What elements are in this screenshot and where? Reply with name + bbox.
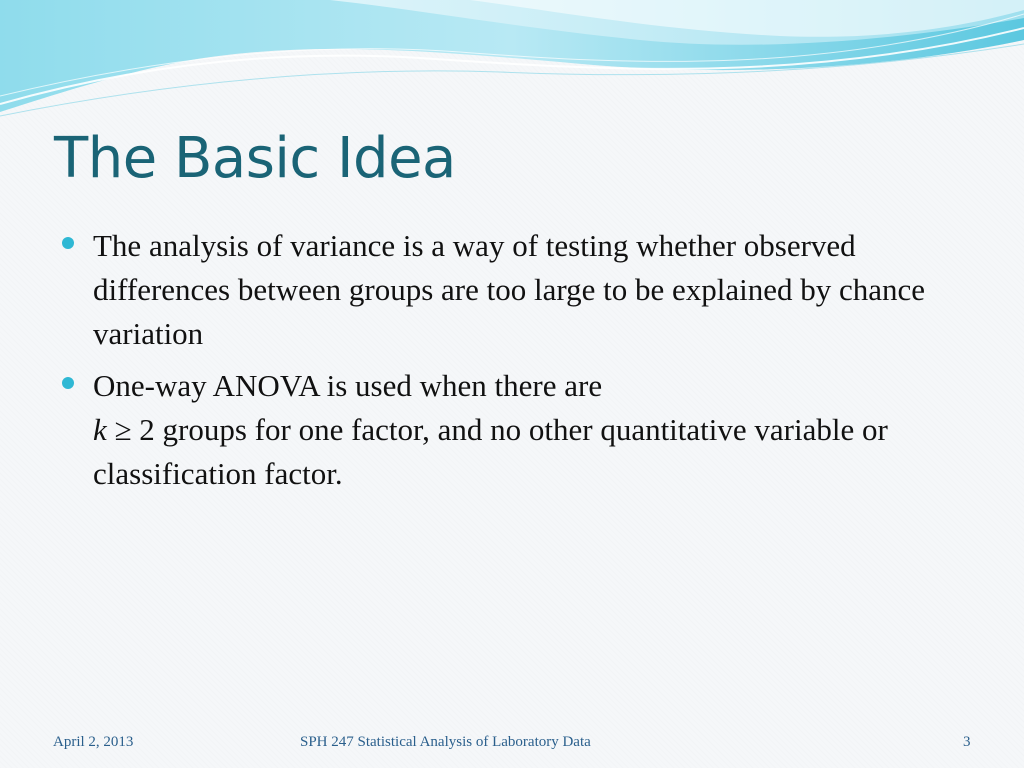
bullet-item	[62, 224, 962, 356]
bullet-dot-icon	[62, 237, 74, 249]
bullet-dot-icon	[62, 377, 74, 389]
bullet-text-line1: One-way ANOVA is used when there are	[93, 368, 603, 403]
bullet-text-line2: ≥ 2 groups for one factor, and no other quantitative variable or classification factor.	[93, 412, 888, 491]
slide-title: The Basic Idea	[54, 126, 456, 191]
header-wave-decoration	[0, 0, 1024, 130]
bullet-item	[62, 364, 962, 496]
variable-k: k	[93, 412, 107, 447]
footer-date: April 2, 2013	[53, 734, 134, 750]
footer-page-number: 3	[963, 734, 971, 750]
bullet-list	[62, 224, 962, 504]
bullet-text: The analysis of variance is a way of testing whether observed differences between groups are too large to be explained by chance variation	[93, 228, 926, 351]
footer-course-title: SPH 247 Statistical Analysis of Laboratory Data	[300, 734, 591, 750]
